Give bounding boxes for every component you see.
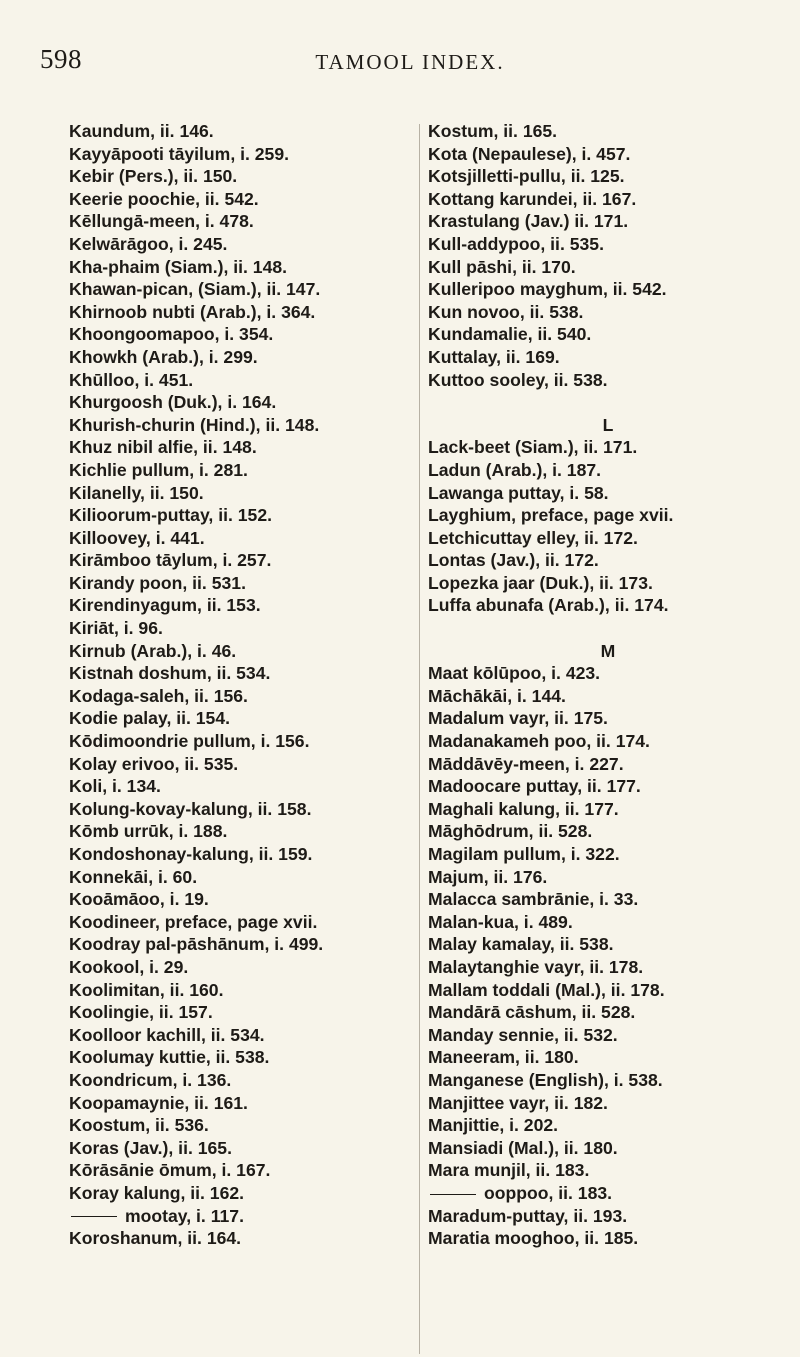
section-gap (428, 391, 788, 414)
index-entry-text: Konnekāi, i. 60. (69, 866, 198, 887)
index-entry-text: Kebir (Pers.), ii. 150. (69, 166, 238, 187)
index-entry-text: Madoocare puttay, ii. 177. (428, 776, 641, 797)
index-entry-text: Kiriāt, i. 96. (69, 618, 163, 639)
index-entry-text: Malan-kua, i. 489. (428, 911, 573, 932)
index-entry-text: Khoongoomapoo, i. 354. (69, 324, 274, 345)
index-entry-text: Lawanga puttay, i. 58. (428, 482, 609, 503)
index-entry (428, 820, 788, 843)
index-entry-text: Lack-beet (Siam.), ii. 171. (428, 437, 638, 458)
index-entry-text: Koolumay kuttie, ii. 538. (69, 1047, 270, 1068)
index-entry-text: Kistnah doshum, ii. 534. (69, 663, 271, 684)
index-entry (428, 233, 788, 256)
index-entry-text: Kirendinyagum, ii. 153. (69, 595, 261, 616)
index-entry (428, 1092, 788, 1115)
index-entry-text: Koolingie, ii. 157. (69, 1002, 213, 1023)
index-entry-text: Kayyāpooti tāyilum, i. 259. (69, 143, 289, 164)
index-entry-text: Koolloor kachill, ii. 534. (69, 1024, 265, 1045)
index-entry-text: Maat kōlūpoo, i. 423. (428, 663, 601, 684)
index-entry-text: Manjittee vayr, ii. 182. (428, 1092, 608, 1113)
index-entry-text: Malaytanghie vayr, ii. 178. (428, 956, 644, 977)
index-entry (428, 301, 788, 324)
index-entry-text: Manday sennie, ii. 532. (428, 1024, 618, 1045)
index-entry-text: Koras (Jav.), ii. 165. (69, 1137, 232, 1158)
index-entry (428, 1227, 788, 1250)
index-entry (428, 956, 788, 979)
index-entry-text: Khurgoosh (Duk.), i. 164. (69, 392, 277, 413)
m-entries-list (428, 662, 788, 1249)
index-entry-text: Kookool, i. 29. (69, 956, 189, 977)
index-entry (428, 256, 788, 279)
index-entry-text: Kelwārāgoo, i. 245. (69, 233, 228, 254)
index-entry-text: mootay, i. 117. (125, 1205, 244, 1226)
index-entry-text: Khūlloo, i. 451. (69, 369, 194, 390)
page-header-title: TAMOOL INDEX. (315, 50, 505, 74)
index-entry-text: Koondricum, i. 136. (69, 1069, 232, 1090)
index-entry (428, 1001, 788, 1024)
index-entry (428, 527, 788, 550)
index-entry (428, 775, 788, 798)
index-entry-text: Kirandy poon, ii. 531. (69, 572, 246, 593)
index-entry-text: Layghium, preface, page xvii. (428, 505, 674, 526)
index-entry-text: Kolung-kovay-kalung, ii. 158. (69, 798, 312, 819)
index-entry-text: Kaundum, ii. 146. (69, 121, 214, 141)
index-entry (428, 1046, 788, 1069)
index-entry-text: Ladun (Arab.), i. 187. (428, 459, 602, 480)
index-entry (428, 1159, 788, 1182)
index-entry-text: Koodineer, preface, page xvii. (69, 911, 318, 932)
index-entry-text: Koray kalung, ii. 162. (69, 1182, 245, 1203)
index-entry-text: Khuz nibil alfie, ii. 148. (69, 437, 257, 458)
index-entry (428, 436, 788, 459)
index-entry-text: Lontas (Jav.), ii. 172. (428, 550, 599, 571)
index-entry-text: Mandārā cāshum, ii. 528. (428, 1002, 636, 1023)
index-entry-text: Mara munjil, ii. 183. (428, 1160, 590, 1181)
index-entry (428, 1114, 788, 1137)
index-entry-text: Māghōdrum, ii. 528. (428, 821, 593, 842)
index-entry-text: Magilam pullum, i. 322. (428, 844, 620, 864)
index-entry-text: Kha-phaim (Siam.), ii. 148. (69, 256, 288, 277)
index-entry-text: Maghali kalung, ii. 177. (428, 798, 619, 819)
index-entry (428, 369, 788, 392)
index-entry-text: Kundamalie, ii. 540. (428, 324, 592, 345)
index-entry-text: Kuttoo sooley, ii. 538. (428, 369, 608, 390)
index-entry (428, 979, 788, 1002)
index-entry (428, 459, 788, 482)
index-entry (428, 594, 788, 617)
index-entry (428, 120, 788, 143)
index-entry-text: Letchicuttay elley, ii. 172. (428, 527, 638, 548)
index-entry (428, 549, 788, 572)
index-entry-text: Mallam toddali (Mal.), ii. 178. (428, 979, 665, 1000)
l-entries-list (428, 436, 788, 617)
index-entry (428, 753, 788, 776)
index-entry-text: Lopezka jaar (Duk.), ii. 173. (428, 572, 653, 593)
index-entry (428, 1205, 788, 1228)
index-entry (428, 730, 788, 753)
index-entry-text: Khowkh (Arab.), i. 299. (69, 346, 258, 367)
index-entry-text: Luffa abunafa (Arab.), ii. 174. (428, 595, 669, 616)
index-entry-text: Khurish-churin (Hind.), ii. 148. (69, 414, 320, 435)
ditto-dash (71, 1216, 117, 1217)
index-entry-text: Kull pāshi, ii. 170. (428, 256, 576, 277)
index-entry-text: Kodaga-saleh, ii. 156. (69, 685, 248, 706)
index-entry-text: Koopamaynie, ii. 161. (69, 1092, 248, 1113)
index-entry (428, 482, 788, 505)
index-entry-text: Kirnub (Arab.), i. 46. (69, 640, 237, 661)
index-entry-text: Kostum, ii. 165. (428, 121, 558, 141)
index-entry-text: Koli, i. 134. (69, 776, 161, 797)
index-entry-text: Kun novoo, ii. 538. (428, 301, 584, 322)
index-entry (428, 1024, 788, 1047)
index-entry-text: Kichlie pullum, i. 281. (69, 459, 248, 480)
index-entry-text: Mansiadi (Mal.), ii. 180. (428, 1137, 618, 1158)
index-entry-text: Māddāvēy-meen, i. 227. (428, 753, 624, 774)
index-entry (428, 1069, 788, 1092)
index-entry (428, 278, 788, 301)
section-gap (428, 617, 788, 640)
index-entry-text: Khawan-pican, (Siam.), ii. 147. (69, 279, 321, 300)
index-entry-text: Kooāmāoo, i. 19. (69, 889, 209, 910)
section-heading-l: L (602, 414, 614, 435)
index-entry-text: Majum, ii. 176. (428, 866, 548, 887)
index-entry-text: Kotsjilletti-pullu, ii. 125. (428, 166, 625, 187)
index-entry (428, 888, 788, 911)
index-entry-text: ooppoo, ii. 183. (484, 1182, 613, 1203)
index-entry-text: Kodie palay, ii. 154. (69, 708, 231, 729)
index-entry (428, 346, 788, 369)
index-entry-text: Kōmb urrūk, i. 188. (69, 821, 228, 842)
index-entry-text: Madanakameh poo, ii. 174. (428, 731, 650, 752)
index-entry-text: Malacca sambrānie, i. 33. (428, 889, 639, 910)
index-entry-text: Kull-addypoo, ii. 535. (428, 233, 604, 254)
index-entry (428, 707, 788, 730)
index-entry-text: Koolimitan, ii. 160. (69, 979, 224, 1000)
section-heading-m: M (600, 640, 616, 661)
index-entry-text: Kōdimoondrie pullum, i. 156. (69, 731, 310, 752)
index-entry-text: Koostum, ii. 536. (69, 1115, 209, 1136)
index-entry-text: Koodray pal-pāshānum, i. 499. (69, 934, 324, 955)
index-entry (428, 685, 788, 708)
index-entry (428, 323, 788, 346)
index-entry (428, 1182, 788, 1205)
index-entry-text: Kilioorum-puttay, ii. 152. (69, 505, 273, 526)
index-entry (428, 143, 788, 166)
index-entry-text: Kōrāsānie ōmum, i. 167. (69, 1160, 271, 1181)
index-entry (428, 843, 788, 866)
index-entry (428, 572, 788, 595)
ditto-dash (430, 1194, 476, 1195)
index-entry-text: Māchākāi, i. 144. (428, 685, 566, 706)
index-entry-text: Maneeram, ii. 180. (428, 1047, 579, 1068)
index-entry (428, 798, 788, 821)
index-entry-text: Koroshanum, ii. 164. (69, 1228, 242, 1249)
index-entry (428, 504, 788, 527)
index-entry-text: Manjittie, i. 202. (428, 1115, 559, 1136)
index-entry-text: Malay kamalay, ii. 538. (428, 934, 614, 955)
k-entries-list (428, 120, 788, 391)
index-entry-text: Maradum-puttay, ii. 193. (428, 1205, 628, 1226)
index-entry (428, 210, 788, 233)
index-entry (428, 188, 788, 211)
index-entry (428, 911, 788, 934)
page-number: 598 (40, 44, 82, 74)
index-entry (428, 662, 788, 685)
index-entry-text: Kulleripoo mayghum, ii. 542. (428, 279, 667, 300)
index-entry-text: Kota (Nepaulese), i. 457. (428, 143, 631, 164)
index-entry-text: Khirnoob nubti (Arab.), i. 364. (69, 301, 316, 322)
index-entry-text: Maratia mooghoo, ii. 185. (428, 1228, 639, 1249)
index-entry-text: Kirāmboo tāylum, i. 257. (69, 550, 272, 571)
index-entry-text: Kottang karundei, ii. 167. (428, 188, 637, 209)
index-entry-text: Kuttalay, ii. 169. (428, 346, 560, 367)
index-entry (428, 165, 788, 188)
index-entry (428, 933, 788, 956)
index-entry-text: Manganese (English), i. 538. (428, 1069, 663, 1090)
index-entry (428, 866, 788, 889)
index-entry-text: Krastulang (Jav.) ii. 171. (428, 211, 629, 232)
index-entry-text: Killoovey, i. 441. (69, 527, 205, 548)
index-entry-text: Kilanelly, ii. 150. (69, 482, 204, 503)
index-entry-text: Kolay erivoo, ii. 535. (69, 753, 239, 774)
index-entry-text: Kēllungā-meen, i. 478. (69, 211, 254, 232)
index-entry-text: Madalum vayr, ii. 175. (428, 708, 608, 729)
index-entry-text: Keerie poochie, ii. 542. (69, 188, 259, 209)
right-index-column (428, 120, 788, 1250)
index-entry (428, 1137, 788, 1160)
index-entry-text: Kondoshonay-kalung, ii. 159. (69, 844, 313, 864)
